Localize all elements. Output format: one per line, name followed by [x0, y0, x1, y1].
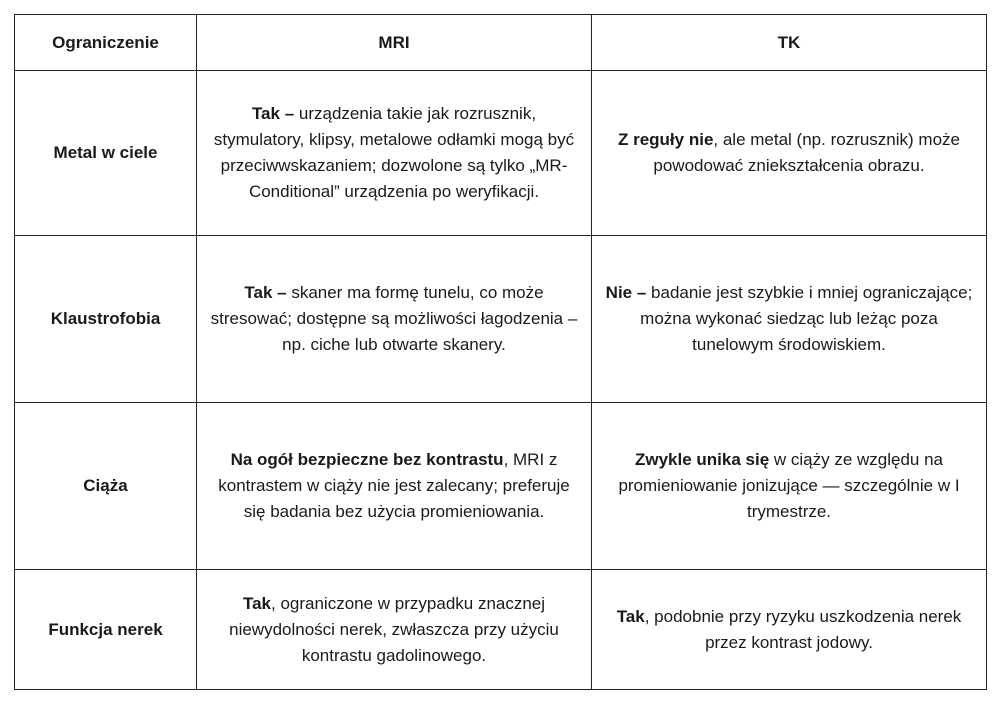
mri-cell-bold: Na ogół bezpieczne bez kontrastu [230, 450, 504, 469]
header-limitation: Ograniczenie [15, 15, 197, 71]
row-label: Funkcja nerek [15, 570, 197, 690]
tk-cell-bold: Zwykle unika się [634, 450, 770, 469]
tk-cell-bold: Nie – [605, 283, 647, 302]
tk-cell [592, 71, 987, 236]
mri-cell-bold: Tak [242, 593, 271, 613]
tk-cell-text: , podobnie przy ryzyku uszkodzenia nerek przez kontrast jodowy. [644, 606, 962, 652]
header-mri: MRI [197, 15, 592, 71]
mri-cell-bold: Tak – [251, 104, 295, 123]
tk-cell-text: badanie jest szybkie i mniej ograniczające; można wykonać siedząc lub leżąc poza tunelowym środowiskiem. [640, 283, 973, 354]
header-row [15, 15, 987, 71]
tk-cell [592, 236, 987, 403]
row-label: Metal w ciele [15, 71, 197, 236]
mri-cell-text: , MRI z kontrastem w ciąży nie jest zalecany; preferuje się badania bez użycia promieniowania. [218, 450, 570, 521]
tk-cell-text: , ale metal (np. rozrusznik) może powodować zniekształcenia obrazu. [653, 130, 960, 175]
tk-cell-bold: Tak [616, 606, 645, 626]
tk-cell [592, 570, 987, 690]
tk-cell-bold: Z reguły nie [617, 130, 714, 149]
row-label: Klaustrofobia [15, 236, 197, 403]
mri-cell-text: urządzenia takie jak rozrusznik, stymulatory, klipsy, metalowe odłamki mogą być przeciwwskazaniem; dozwolone są tylko „MR-Conditional” urządzenia po weryfikacji. [213, 104, 575, 201]
mri-cell [197, 236, 592, 403]
row-label: Ciąża [15, 403, 197, 570]
table-row [15, 570, 987, 690]
table-row [15, 403, 987, 570]
mri-cell [197, 403, 592, 570]
comparison-table [14, 14, 987, 690]
table-row [15, 71, 987, 236]
mri-cell-bold: Tak – [244, 283, 287, 302]
mri-cell-text: , ograniczone w przypadku znacznej niewydolności nerek, zwłaszcza przy użyciu kontrastu gadolinowego. [229, 593, 559, 665]
mri-cell [197, 71, 592, 236]
mri-cell-text: skaner ma formę tunelu, co może stresować; dostępne są możliwości łagodzenia – np. ciche lub otwarte skanery. [210, 283, 578, 354]
tk-cell [592, 403, 987, 570]
table-row [15, 236, 987, 403]
tk-cell-text: w ciąży ze względu na promieniowanie jonizujące — szczególnie w I trymestrze. [618, 450, 960, 521]
mri-cell [197, 570, 592, 690]
header-tk: TK [592, 15, 987, 71]
